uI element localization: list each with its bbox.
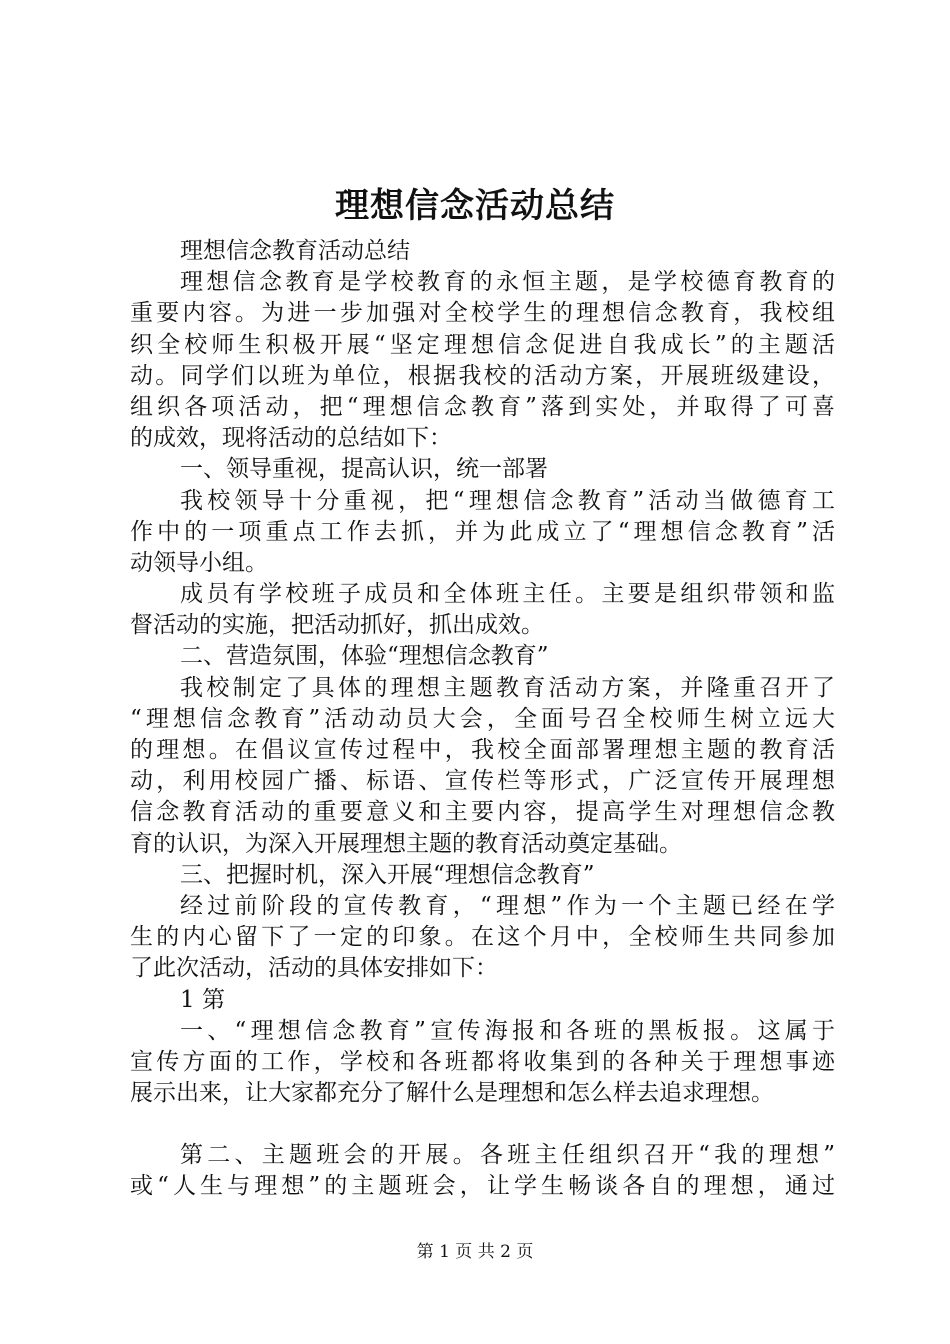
body-line: 第二、主题班会的开展。各班主任组织召开“我的理想” [180,1142,835,1169]
body-line: 组织各项活动，把“理想信念教育”落到实处，并取得了可喜 [130,393,835,420]
body-line: 1 第 [180,986,225,1013]
body-line: 的成效，现将活动的总结如下： [130,425,452,452]
body-line: 动领导小组。 [130,549,268,576]
body-line: 一、“理想信念教育”宣传海报和各班的黑板报。这属于 [180,1017,835,1044]
page-number-footer: 第 1 页 共 2 页 [416,1242,534,1262]
body-line: 信念教育活动的重要意义和主要内容，提高学生对理想信念教 [130,799,835,826]
body-line: 动，利用校园广播、标语、宣传栏等形式，广泛宣传开展理想 [130,768,835,795]
body-line: 经过前阶段的宣传教育，“理想”作为一个主题已经在学 [180,892,835,919]
body-line: 三、把握时机，深入开展“理想信念教育” [180,861,595,888]
body-line: 二、营造氛围，体验“理想信念教育” [180,643,549,670]
body-line: 展示出来，让大家都充分了解什么是理想和怎么样去追求理想。 [130,1080,774,1107]
body-line: 理想信念教育是学校教育的永恒主题，是学校德育教育的 [180,269,835,296]
body-line: 动。同学们以班为单位，根据我校的活动方案，开展班级建设， [130,362,835,389]
body-line: “理想信念教育”活动动员大会，全面号召全校师生树立远大 [130,705,835,732]
body-line: 成员有学校班子成员和全体班主任。主要是组织带领和监 [180,581,835,608]
body-line: 我校领导十分重视，把“理想信念教育”活动当做德育工 [180,487,835,514]
body-line: 宣传方面的工作，学校和各班都将收集到的各种关于理想事迹 [130,1048,835,1075]
body-line: 一、领导重视，提高认识，统一部署 [180,456,548,483]
body-line: 织全校师生积极开展“坚定理想信念促进自我成长”的主题活 [130,331,835,358]
body-line: 重要内容。为进一步加强对全校学生的理想信念教育，我校组 [130,300,835,327]
body-line: 了此次活动，活动的具体安排如下： [130,955,498,982]
body-line: 的理想。在倡议宣传过程中，我校全面部署理想主题的教育活 [130,737,835,763]
body-line: 育的认识，为深入开展理想主题的教育活动奠定基础。 [130,830,682,857]
body-line: 作中的一项重点工作去抓，并为此成立了“理想信念教育”活 [130,518,835,545]
body-line: 督活动的实施，把活动抓好，抓出成效。 [130,612,544,639]
body-line: 我校制定了具体的理想主题教育活动方案，并隆重召开了 [180,674,835,701]
body-line: 或“人生与理想”的主题班会，让学生畅谈各自的理想，通过 [130,1173,835,1200]
body-line: 理想信念教育活动总结 [180,238,410,264]
document-body [130,236,835,1203]
document-title: 理想信念活动总结 [335,186,615,226]
body-line: 生的内心留下了一定的印象。在这个月中，全校师生共同参加 [130,924,835,951]
